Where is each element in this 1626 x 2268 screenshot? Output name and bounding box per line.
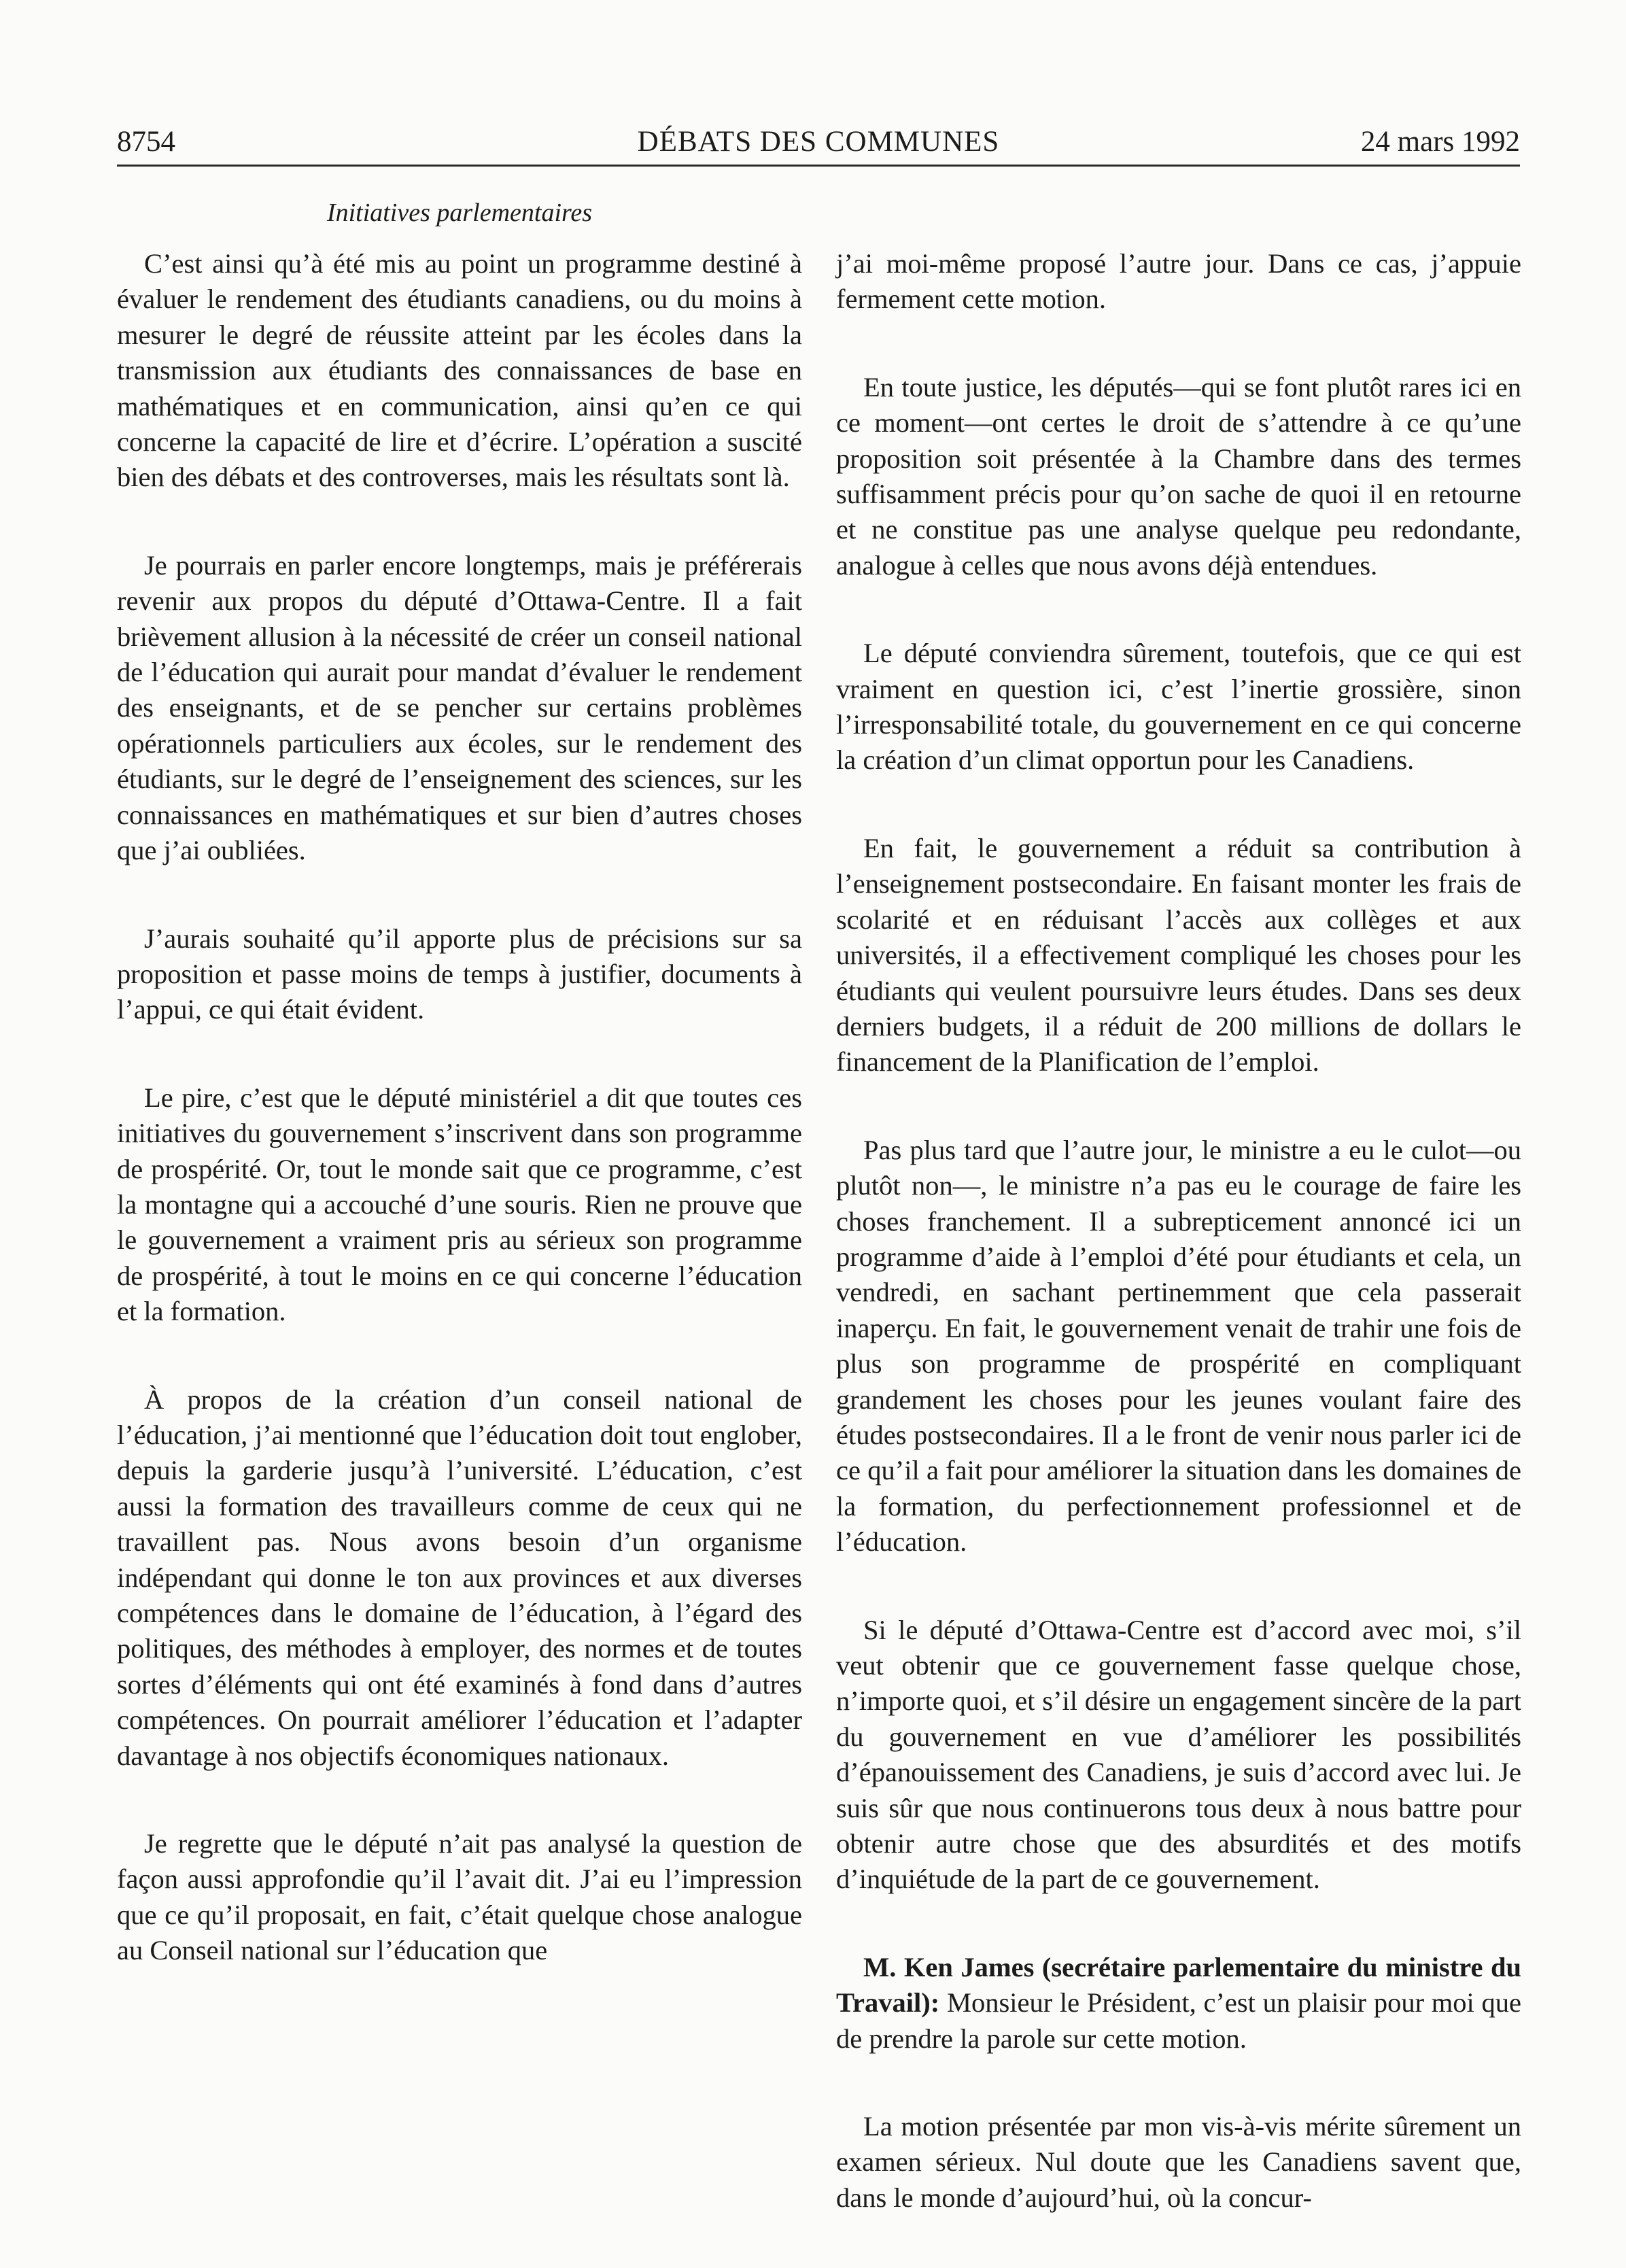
paragraph: Le pire, c’est que le député ministériel a dit que toutes ces initiatives du gouvernement s’inscrivent dans son programme de prospérité. Or, tout le monde sait que ce programme, c’est la montagne qui a accouché d’une souris. Rien ne prouve que le gouvernement a vraiment pris au sérieux son programme de prospérité, à tout le moins en ce qui concerne l’éducation et la formation.	[117, 1082, 802, 1327]
paragraph: Je pourrais en parler encore longtemps, mais je préférerais revenir aux propos du député d’Ottawa-Centre. Il a fait brièvement allusion à la nécessité de créer un conseil national de l’éducation qui aurait pour mandat d’évaluer le rendement des enseignants, et de se pencher sur certains problèmes opérationnels particuliers aux écoles, sur le rendement des étudiants, sur le degré de l’enseignement des sciences, sur les connaissances en mathématiques et sur bien d’autres choses que j’ai oubliées.	[117, 549, 802, 866]
paragraph: En toute justice, les députés—qui se font plutôt rares ici en ce moment—ont certes le droit de s’attendre à ce qu’une proposition soit présentée à la Chambre dans des termes suffisamment précis pour qu’on sache de quoi il en retourne et ne constitue pas une analyse quelque peu redondante, analogue à celles que nous avons déjà entendues.	[836, 371, 1521, 581]
paragraph: En fait, le gouvernement a réduit sa contribution à l’enseignement postsecondaire. En faisant monter les frais de scolarité et en réduisant l’accès aux collèges et aux universités, il a effectivement compliqué les choses pour les étudiants qui veulent poursuivre leurs études. Dans ses deux derniers budgets, il a réduit de 200 millions de dollars le financement de la Planification de l’emploi.	[836, 832, 1521, 1078]
paragraph: Si le député d’Ottawa-Centre est d’accord avec moi, s’il veut obtenir que ce gouvernement fasse quelque chose, n’importe quoi, et s’il désire un engagement sincère de la part du gouvernement en vue d’améliorer les possibilités d’épanouissement des Canadiens, je suis d’accord avec lui. Je suis sûr que nous continuerons tous deux à nous battre pour obtenir autre chose que des absurdités et des motifs d’inquiétude de la part de ce gouvernement.	[836, 1614, 1521, 1895]
paragraph: C’est ainsi qu’à été mis au point un programme destiné à évaluer le rendement des étudiants canadiens, ou du moins à mesurer le degré de réussite atteint par les écoles dans la transmission aux étudiants des connaissances de base en mathématiques et en communication, ainsi qu’en ce qui concerne la capacité de lire et d’écrire. L’opération a suscité bien des débats et des controverses, mais les résultats sont là.	[117, 248, 802, 493]
paragraph: Pas plus tard que l’autre jour, le ministre a eu le culot—ou plutôt non—, le ministre n’a pas eu le courage de faire les choses franchement. Il a subrepticement annoncé ici un programme d’aide à l’emploi d’été pour étudiants et cela, un vendredi, en sachant pertinemment que cela passerait inaperçu. En fait, le gouvernement venait de trahir une fois de plus son programme de prospérité en compliquant grandement les choses pour les jeunes voulant faire des études postsecondaires. Il a le front de venir nous parler ici de ce qu’il a fait pour améliorer la situation dans les domaines de la formation, du perfectionnement professionnel et de l’éducation.	[836, 1134, 1521, 1558]
journal-title: DÉBATS DES COMMUNES	[637, 126, 1000, 158]
paragraph: J’aurais souhaité qu’il apporte plus de précisions sur sa proposition et passe moins de temps à justifier, documents à l’appui, ce qui était évident.	[117, 923, 802, 1025]
paragraph: Le député conviendra sûrement, toutefois, que ce qui est vraiment en question ici, c’est l’inertie grossière, sinon l’irresponsabilité totale, du gouvernement en ce qui concerne la création d’un climat opportun pour les Canadiens.	[836, 638, 1521, 776]
left-column	[117, 246, 802, 2021]
paragraph: La motion présentée par mon vis-à-vis mérite sûrement un examen sérieux. Nul doute que les Canadiens savent que, dans le monde d’aujourd’hui, où la concur-	[836, 2111, 1521, 2213]
speaker-name: M. Ken James (secrétaire parlementaire du ministre du Travail):	[836, 1951, 1521, 2018]
right-column	[836, 246, 1521, 2268]
page-header	[117, 121, 1520, 167]
section-title: Initiatives parlementaires	[326, 199, 593, 227]
paragraph: Je regrette que le député n’ait pas analysé la question de façon aussi approfondie qu’il l’avait dit. J’ai eu l’impression que ce qu’il proposait, en fait, c’était quelque chose analogue au Conseil national sur l’éducation que	[117, 1828, 802, 1966]
speech-text: Monsieur le Président, c’est un plaisir pour moi que de prendre la parole sur cette motion.	[836, 1987, 1521, 2054]
issue-date: 24 mars 1992	[1360, 126, 1520, 158]
paragraph: À propos de la création d’un conseil national de l’éducation, j’ai mentionné que l’éducation doit tout englober, depuis la garderie jusqu’à l’université. L’éducation, c’est aussi la formation des travailleurs comme de ceux qui ne travaillent pas. Nous avons besoin d’un organisme indépendant qui donne le ton aux provinces et aux diverses compétences dans le domaine de l’éducation, à l’égard des politiques, des méthodes à employer, des normes et de toutes sortes d’éléments qui ont été examinés à fond dans d’autres compétences. On pourrait améliorer l’éducation et l’adapter davantage à nos objectifs économiques nationaux.	[117, 1384, 802, 1771]
paragraph-continued: j’ai moi-même proposé l’autre jour. Dans ce cas, j’appuie fermement cette motion.	[836, 248, 1521, 315]
page-number: 8754	[117, 126, 175, 158]
speech-paragraph	[836, 1950, 1521, 2057]
